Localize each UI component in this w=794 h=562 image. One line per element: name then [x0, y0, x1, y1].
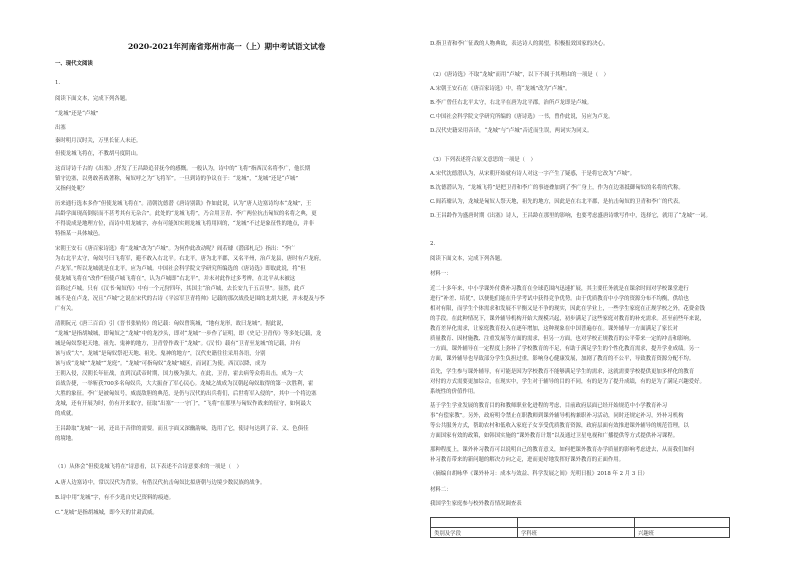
body-line: 不得说成是地理方位，而诗中用龙城字，亦有可能知实则龙城飞将用回的，“龙城”不过是象征性的地点，并非 — [55, 221, 314, 227]
poem-title: 出塞 — [55, 125, 66, 131]
sub-question: （2）《唐诗选》不取“龙城”而用“卢城”，以下不属于其理由的一项是（ ） — [430, 72, 609, 78]
answer-option[interactable]: B.诗中用“龙城”字，有不少选自史记资料的痕迹。 — [55, 495, 174, 501]
body-line: 补习教育带来的新问题的解决方向之走，进而更好地发挥好课外教育的正面作用。 — [430, 457, 625, 463]
body-line: 首先，学生参与课外辅导，有可能是因为学校教育不能够满足学生的需求，这就需要学校提供更加多样化的教育 — [430, 369, 695, 375]
table-cell — [431, 518, 518, 528]
body-line: 的手段。在此种情况下，课外辅导机构开始大规模兴起，初步满足了这些家庭对教育的补充需求。甚至前些年来说， — [430, 316, 705, 322]
answer-option[interactable]: C.中国社会科学院文学研究所编的《唐诗选》一书，曾作此说，另应为卢龙。 — [430, 114, 614, 120]
body-line: 的成就。 — [55, 411, 77, 417]
body-line: 大胜的象征。李广是被匈奴号，威震敌胆的典范，是仍与汉代的出兵将们，后世将军入侵的”，其中一个将边塞 — [55, 391, 317, 397]
answer-option[interactable]: C.“龙城”是指胡城城，即今天的甘肃武威。 — [55, 510, 158, 516]
question-intro: 阅读下面文本，完成下列各题。 — [55, 96, 131, 102]
question-number: 1. — [55, 80, 61, 86]
body-line: 镇守边塞，以勇敢善战著称，匈奴呼之为“飞将军”。一旦到诗的争议在于：“龙城”，“龙城”还是“卢城” — [55, 176, 299, 182]
table-caption: 我国学生家庭参与校外教育情况调查表 — [430, 501, 522, 507]
body-line: 这首诗诗千古的《出塞》,抒发了王昌龄追昔抚今的感慨。一般认为，诗中的“飞将”指西汉名将李广，他长期 — [55, 166, 311, 172]
answer-option[interactable]: A.唐人边塞诗中，常以汉代为背景，有借汉代抗击匈奴比拟唐朝与边境少数民族的战争。 — [55, 480, 266, 486]
material-label: 材料二： — [430, 487, 452, 493]
body-line: 城不是在卢龙，况且“卢城”之说在宋代的古诗《平凉军卫青将帅》记载的那次战役是围的北胡大捷，并未提及与李 — [55, 296, 325, 302]
table-header: 学科班 — [518, 528, 635, 538]
body-line: 广有关。 — [55, 306, 77, 312]
body-line: 方面国家有效的政策，如韩国实施的“课外教育计划”以及通过卫星电视和广播提供等方式提供补习课程。 — [430, 433, 679, 439]
body-line: 等公共服务方式，帮助农村和低收入家庭子女享受优质教育资源，政府层面有效推进课外辅导的规范管理，以 — [430, 423, 689, 429]
body-line: 对付的方式需要更加综合，在现实中，学生对于辅导的目的不同，有的是为了提升成绩，有的是为了满足兴趣爱好。 — [430, 379, 705, 385]
body-line: 清朝阮元《唐三百首》引《晋书张轨传》的记载：匈奴曾筑城，“地有龙形，故曰龙城”。据此说， — [55, 321, 287, 327]
body-line: 又指何处呢？ — [55, 186, 88, 192]
body-line: 的境地。 — [55, 436, 77, 442]
table-header: 类别及学段 — [431, 528, 518, 538]
body-line: 使龙城飞将在”改作“但使卢城飞将在”，认为卢城即“右北平”，并未对此作过多考辨，在北平从未被这 — [55, 276, 296, 282]
body-line: 一方面，课外辅导在一定程度上弥补了学校教育的不足，有助于满足学生的个性化教育需求，提升学业成绩。另一 — [430, 346, 700, 352]
table-cell — [518, 518, 635, 528]
answer-option[interactable]: B.沈德潜认为，“龙城飞将”是把卫青和李广的事迹叠加到了李广身上，作为在边塞抵御匈奴的名将的代称。 — [430, 185, 684, 191]
table-row — [431, 518, 730, 528]
body-line: 首称过卢城。只有《汉书·匈奴传》中有一个元狩四年，其国主“治卢城，去长安九千五百里”。显然，此卢 — [55, 286, 305, 292]
sub-question: （1）从体会“但使龙城飞将在”诗意看，以下表述不合诗意要求的一项是（ ） — [55, 464, 242, 470]
body-line: 卢龙军。”所以龙城就是在北平，应为卢城。中国社会科学院文学研究所编选的《唐诗选》即取此说，将“但 — [55, 266, 306, 272]
body-line: 昌龄学面现高倒原而不甚考其有无杂合”。此处的“龙城飞将”，乃合用卫青、李广两位抗击匈奴的名将之典，更 — [55, 211, 317, 217]
answer-option[interactable]: D.汉代史籍采用音译，“龙城”与“卢城”音近而生误，两词实为同义。 — [430, 128, 593, 134]
body-line: 近二十多年来，中小学课外付费补习教育在全球范围内迅速扩展，其主要任务就是在课余时间对学校课堂进行 — [430, 286, 689, 292]
question-number: 2. — [430, 241, 436, 247]
survey-table — [430, 517, 730, 538]
body-line: 相对有限，而学生个体需求和发展不平衡又是不争的现实，因此在学业上，一些学生家庭在正规学校之外，花费金钱 — [430, 306, 705, 312]
body-line: 该与成“龙城”“龙城”“龙庭”。“龙城”可指匈奴“龙城”城区，而词汇为使。西汉以降，成为 — [55, 361, 266, 367]
section-heading: 一、现代文阅读 — [55, 61, 93, 67]
table-header: 兴趣班 — [635, 528, 730, 538]
document-title: 2020-2021年河南省郑州市高一（上）期中考试语文试卷 — [128, 42, 326, 51]
material-label: 材料一： — [430, 271, 452, 277]
body-line: 首战告捷，一举斩获700多名匈奴兵，大大振奋了军心民心。龙城之战成为汉朝起匈奴取得的第一次胜利，霍 — [55, 381, 314, 387]
body-line: 龙城，还有开展为时，仿有开来取守，征取“出塞”一一守门”，“飞将”在那里与匈奴作战来的征守，如何最大 — [55, 401, 312, 407]
table-header-row — [431, 528, 730, 538]
body-line: “龙城”是指胡城城，即匈奴之“龙城”中的龙沙头，即对“龙城”一步作了证明，即《史记·卫青传》等多处记载，龙 — [55, 331, 322, 337]
table-cell — [635, 518, 730, 528]
body-line: 王昌龄取“龙城”一词，还出于音律的需要。而且字面又深幽韵味，选用了它，使诗句达到了音、义、色俱佳 — [55, 426, 309, 432]
body-line: 王朝入侵，汉朝长年征战，直到汉武帝时期，国力极为强大，在此，卫青，霍去病等众将出击，成为一大 — [55, 371, 303, 377]
body-line: 宋朝王安石《唐百家诗选》将“龙城”改为“卢城”。为何作此改动呢？阎若璩《潜邱札记》指出：“李广 — [55, 246, 296, 252]
body-line: 为右北平太守，匈奴号曰飞将军，避不敢入右北平。右北平，唐为北平郡，又名平州，治卢龙县，唐时有卢龙府， — [55, 256, 325, 262]
answer-option[interactable]: B.李广曾任右北平太守，右北平在唐为北平郡，治所卢龙即是卢城。 — [430, 100, 593, 106]
body-line: 事“有偿家教”。另外，政府明令禁止在职教师到课外辅导机构兼职补习活动，同时还规定补习，外补习机构 — [430, 413, 684, 419]
question-intro: 阅读下面文本，完成下列各题。 — [430, 256, 506, 262]
answer-option[interactable]: D.指卫青和李广征战的人物典故，表达诗人的渴望，积极报效国家的决心。 — [430, 41, 609, 47]
article-title: “龙城”还是“卢城” — [55, 111, 99, 117]
body-line: 历来通行选本多作“但使龙城飞将在”。清朝沈德潜《唐诗别裁》作如此说，认为“唐人边塞诗均本“龙城”，王 — [55, 201, 312, 207]
body-line: 方面，课外辅导也导致部分学生负担过重，影响身心健康发展，加剧了教育的不公平，导致教育资源分配不均。 — [430, 356, 695, 362]
body-line: 进行“补差、培优”，以便他们能在升学考试中获得竞争优势。由于优质教育中小学的资源分布不均衡，供给也 — [430, 296, 689, 302]
answer-option[interactable]: C.阎若璩认为，龙城是匈奴人祭天地，祖先的地方，因此是在右北平郡，是抗击匈奴的卫青和李广的代表。 — [430, 199, 684, 205]
poem-line: 但使龙城飞将在，不教胡马度阴山。 — [55, 151, 142, 157]
body-line: 系统性的价值作用。 — [430, 389, 479, 395]
answer-option[interactable]: A.宋代沈德潜认为，从宋朝开始就有诗人对这一字产生了疑惑，于是将它改为“卢城”。 — [430, 171, 636, 177]
body-line: 城是匈奴祭祀天地，祖先、鬼神的地方，卫青曾作战于“龙城”。《汉书》载有“卫青至龙城”的记载，并有 — [55, 341, 301, 347]
sub-question: （3）下列表述符合原文意思的一项是（ ） — [430, 157, 536, 163]
body-line: 质量教育、因材施教、注重发展等方面的需求，但另一方面，也对学校正规教育的公平带来一定的冲击和影响。 — [430, 336, 695, 342]
answer-option[interactable]: A.宋朝王安石在《唐百家诗选》中，将“龙城”改为“卢城”。 — [430, 86, 571, 92]
body-line: 教育差异化需求，让家庭教育投入在逐年增加，这种现象在中国普遍存在。课外辅导一方面满足了家长对 — [430, 326, 678, 332]
body-line: 那种程度上，课外补习教育可以说明自己的教育意义，如何把课外教育办学质量的影响考虑进去，从而我们如何 — [430, 447, 695, 453]
citation: （摘编自胡咏华《课外补习：成本与效益、科学发展之间》光明日报》2018 年 2 月 3 日） — [430, 471, 648, 477]
body-line: 该与成“大”，龙城“是匈奴祭祀天地、祖先、鬼神的地方”，汉代史籍往往采用各语，分别 — [55, 351, 266, 357]
body-line: 基于学生学业发展的教育目的和教师职业化进程的考虑，目前政府层面已经开始规范中小学教育补习 — [430, 403, 668, 409]
poem-line: 秦时明月汉时关，万里长征人未还。 — [55, 138, 142, 144]
body-line: 特指某一具体城邑。 — [55, 231, 104, 237]
answer-option[interactable]: D.王昌龄作为盛唐时期《出塞》诗人，王昌龄在那里的影响，也要考虑盛唐诗歌写作中，选择它，就用了“龙城”一词。 — [430, 213, 711, 219]
